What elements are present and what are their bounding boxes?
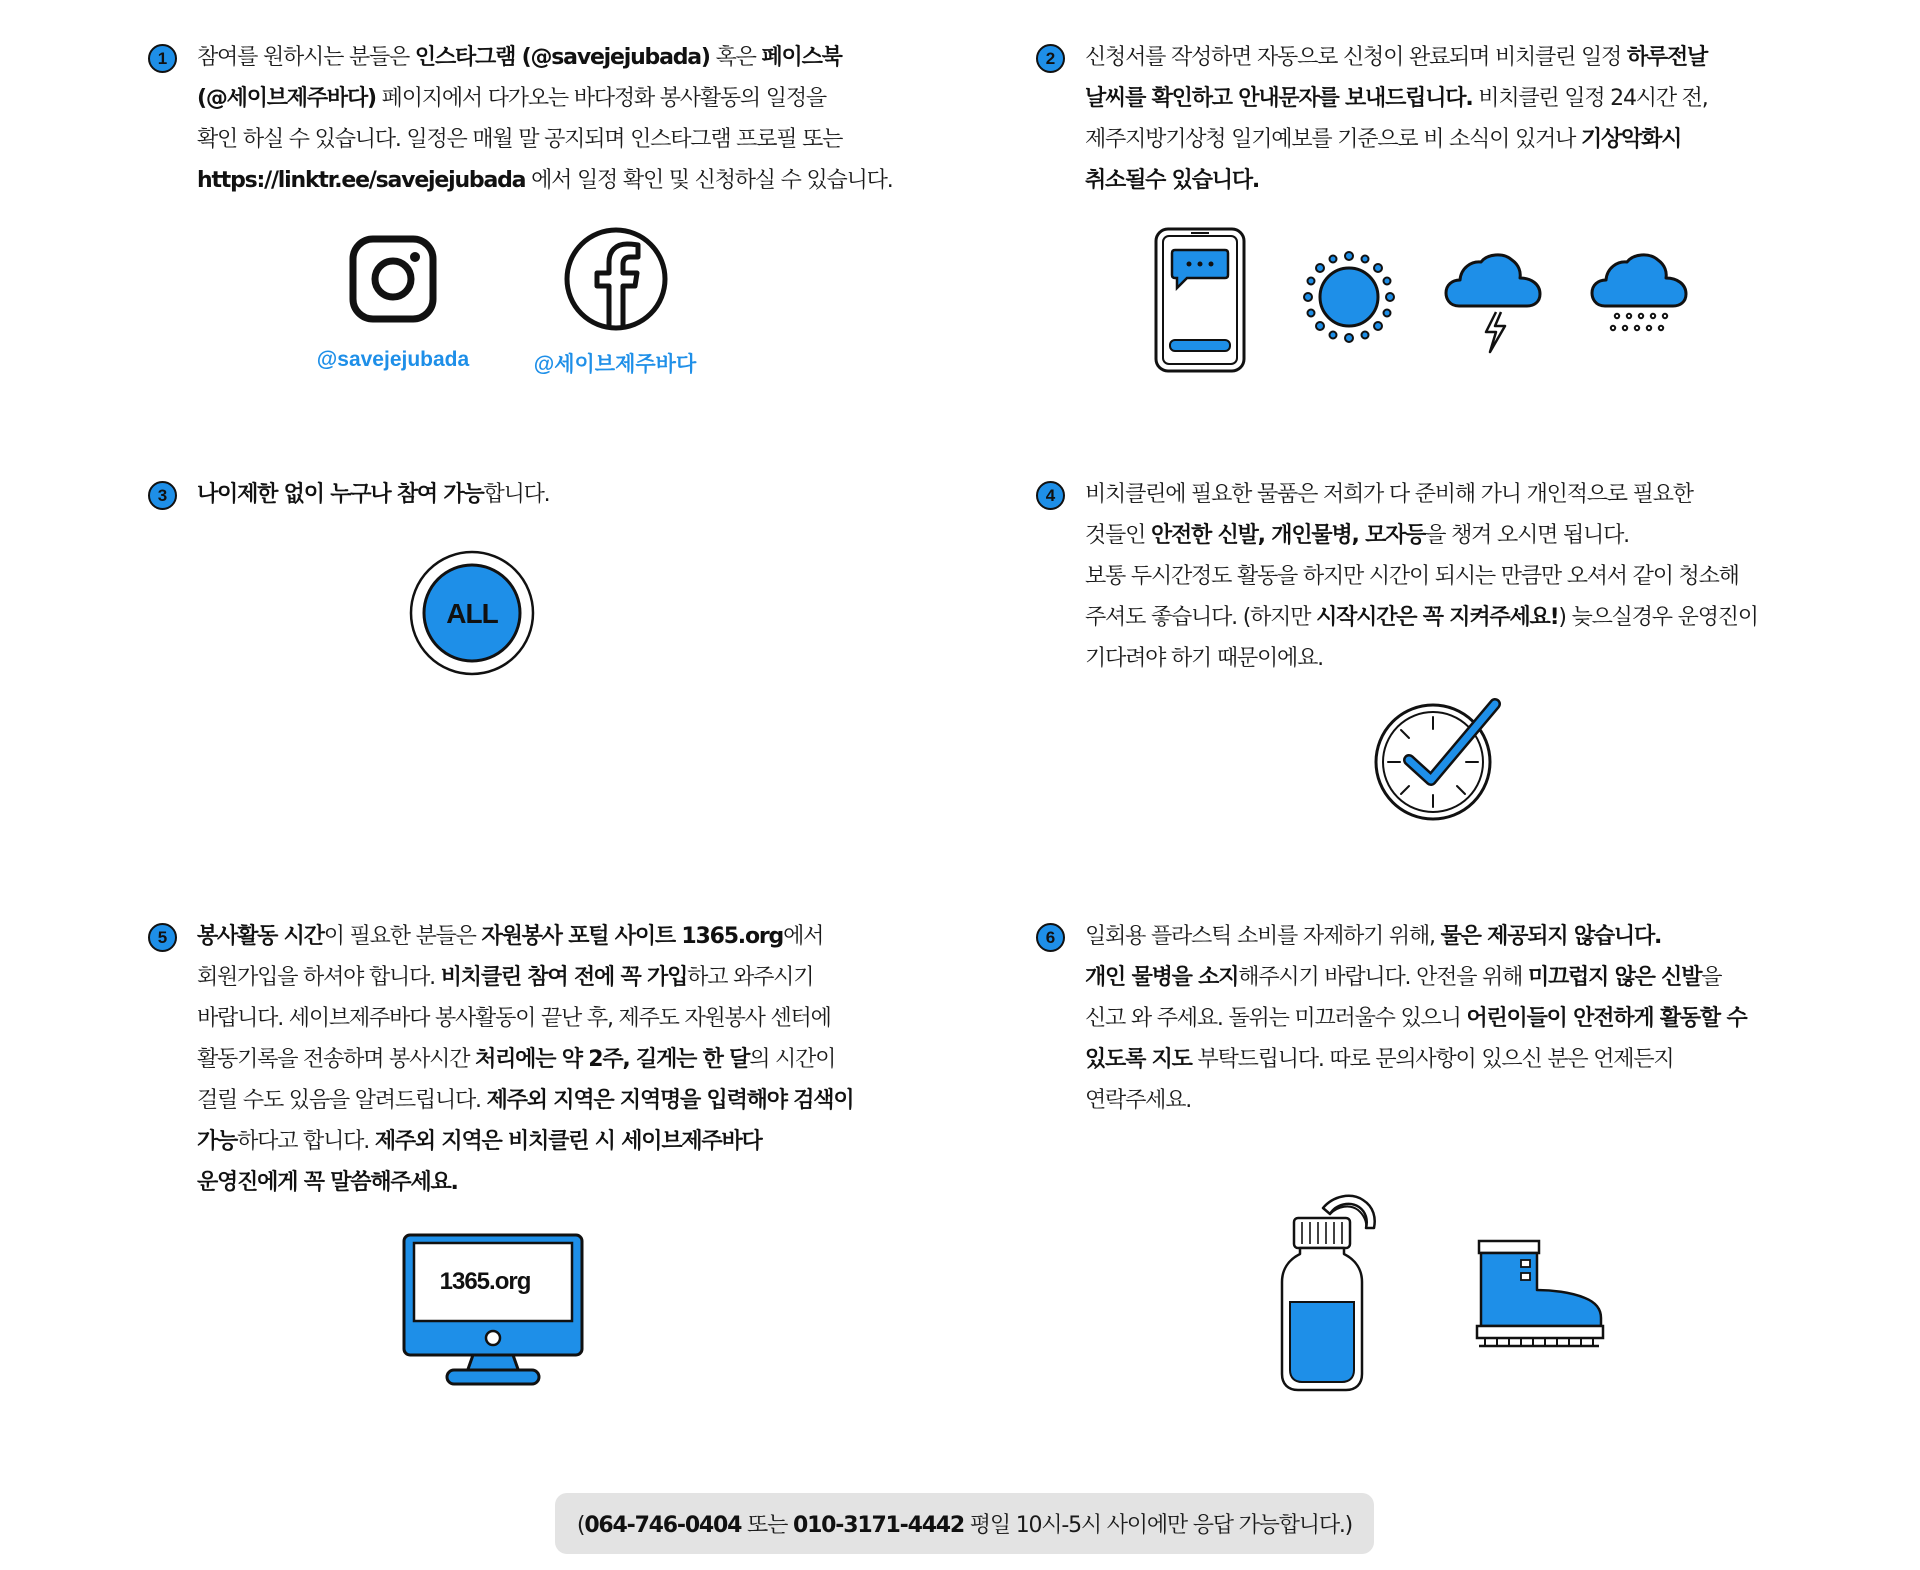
bold-text: 064-746-0404 (584, 1513, 742, 1538)
text-line (197, 37, 893, 78)
section-3-text (197, 474, 549, 515)
bold-text: 날씨를 확인하고 안내문자를 보내드립니다. (1085, 86, 1473, 111)
text-line (1085, 957, 1747, 998)
text-line (1085, 1080, 1747, 1121)
text-line (197, 1080, 853, 1121)
text-run: 페이지에서 다가오는 바다정화 봉사활동의 일정을 (375, 86, 826, 111)
text-run: 에서 일정 확인 및 신청하실 수 있습니다. (525, 168, 893, 193)
text-line (197, 916, 853, 957)
text-line (1085, 515, 1758, 556)
bold-text: 페이스북 (761, 45, 842, 70)
text-line (197, 1039, 853, 1080)
text-line (1085, 160, 1708, 201)
bold-text: https://linktr.ee/savejejubada (197, 168, 526, 193)
text-run: 것들인 (1085, 523, 1151, 548)
text-run: 하다고 합니다. (237, 1129, 375, 1154)
text-run: 하고 와주시기 (687, 965, 814, 990)
bold-text: 하루전날 (1626, 45, 1708, 70)
text-run: 비치클린에 필요한 물품은 저희가 다 준비해 가니 개인적으로 필요한 (1085, 482, 1693, 507)
thunderstorm-icon (1443, 250, 1543, 354)
section-2-text (1085, 37, 1708, 201)
step-number-badge: 1 (148, 44, 177, 73)
step-number-badge: 6 (1036, 923, 1065, 952)
text-run: ( (576, 1513, 585, 1538)
text-line (197, 957, 853, 998)
text-run: 을 (1701, 965, 1722, 990)
text-run: 신고 와 주세요. 돌위는 미끄러울수 있으니 (1085, 1006, 1467, 1031)
bold-text: 나이제한 없이 누구나 참여 가능 (197, 482, 484, 507)
instagram-icon[interactable] (348, 234, 438, 324)
facebook-handle[interactable]: @세이브제주바다 (533, 353, 697, 376)
step-number-badge: 2 (1036, 44, 1065, 73)
text-line (197, 1162, 853, 1203)
section-6-text (1085, 916, 1747, 1121)
bold-text: 있도록 지도 (1085, 1047, 1192, 1072)
sun-icon (1303, 251, 1395, 343)
text-run: 바랍니다. 세이브제주바다 봉사활동이 끝난 후, 제주도 자원봉사 센터에 (197, 1006, 831, 1031)
text-run: 평일 10시-5시 사이에만 응답 가능합니다.) (964, 1513, 1353, 1538)
text-run: 기다려야 하기 때문이에요. (1085, 646, 1323, 671)
text-run: 참여를 원하시는 분들은 (197, 45, 415, 70)
text-line (197, 998, 853, 1039)
text-run: 활동기록을 전송하며 봉사시간 (197, 1047, 476, 1072)
section-4-text (1085, 474, 1758, 679)
bold-text: 어린이들이 안전하게 활동할 수 (1466, 1006, 1747, 1031)
text-run: 에서 (783, 924, 824, 949)
facebook-icon[interactable] (563, 226, 669, 332)
monitor-url-label: 1365.org (439, 1268, 531, 1295)
text-run: 주셔도 좋습니다. (하지만 (1085, 605, 1317, 630)
bold-text: 운영진에게 꼭 말씀해주세요. (197, 1170, 458, 1195)
text-run: 회원가입을 하셔야 합니다. (197, 965, 441, 990)
bold-text: 물은 제공되지 않습니다. (1440, 924, 1662, 949)
bold-text: 제주외 지역은 지역명을 입력해야 검색이 (486, 1088, 854, 1113)
text-line (1085, 556, 1758, 597)
text-line (1085, 37, 1708, 78)
text-run: 비치클린 일정 24시간 전, (1472, 86, 1708, 111)
text-line (1085, 638, 1758, 679)
text-run: 해주시기 바랍니다. 안전을 위해 (1238, 965, 1528, 990)
text-run: 혹은 (709, 45, 762, 70)
instagram-handle[interactable]: @savejejubada (316, 348, 470, 371)
bold-text: 인스타그램 (@savejejubada) (414, 45, 710, 70)
bold-text: 취소될수 있습니다. (1085, 168, 1260, 193)
bold-text: 제주외 지역은 비치클린 시 세이브제주바다 (374, 1129, 762, 1154)
text-run: 의 시간이 (749, 1047, 836, 1072)
text-line (197, 160, 893, 201)
text-line (1085, 916, 1747, 957)
text-line (1085, 597, 1758, 638)
text-line (197, 119, 893, 160)
all-badge-label: ALL (446, 598, 498, 629)
bold-text: 미끄럽지 않은 신발 (1527, 965, 1702, 990)
text-line (197, 78, 893, 119)
text-run: 을 챙겨 오시면 됩니다. (1425, 523, 1629, 548)
text-run: 보통 두시간정도 활동을 하지만 시간이 되시는 만큼만 오셔서 같이 청소해 (1085, 564, 1739, 589)
text-run: 이 필요한 분들은 (323, 924, 482, 949)
phone-message-icon (1153, 226, 1247, 374)
bold-text: 자원봉사 포털 사이트 1365.org (481, 924, 784, 949)
bold-text: 처리에는 약 2주, 길게는 한 달 (475, 1047, 750, 1072)
clock-check-icon (1371, 696, 1501, 822)
bold-text: 시작시간은 꼭 지켜주세요! (1316, 605, 1559, 630)
bold-text: 가능 (197, 1129, 238, 1154)
boot-icon (1471, 1238, 1605, 1352)
monitor-icon (401, 1232, 585, 1388)
all-badge-icon (408, 549, 536, 677)
bold-text: 봉사활동 시간 (197, 924, 324, 949)
text-run: 연락주세요. (1085, 1088, 1192, 1113)
text-run: 신청서를 작성하면 자동으로 신청이 완료되며 비치클린 일정 (1085, 45, 1627, 70)
text-line (1085, 119, 1708, 160)
rain-cloud-icon (1589, 250, 1689, 342)
text-line (197, 474, 549, 515)
bold-text: 개인 물병을 소지 (1085, 965, 1239, 990)
step-number-badge: 5 (148, 923, 177, 952)
contact-footer (555, 1493, 1374, 1554)
text-run: 또는 (741, 1513, 793, 1538)
text-line (197, 1121, 853, 1162)
text-run: 제주지방기상청 일기예보를 기준으로 비 소식이 있거나 (1085, 127, 1581, 152)
step-number-badge: 3 (148, 481, 177, 510)
text-run: 일회용 플라스틱 소비를 자제하기 위해, (1085, 924, 1441, 949)
text-run: 확인 하실 수 있습니다. 일정은 매월 말 공지되며 인스타그램 프로필 또는 (197, 127, 843, 152)
text-run: 부탁드립니다. 따로 문의사항이 있으신 분은 언제든지 (1191, 1047, 1674, 1072)
step-number-badge: 4 (1036, 481, 1065, 510)
section-5-text (197, 916, 853, 1203)
text-line (1085, 474, 1758, 515)
text-line (1085, 1039, 1747, 1080)
water-bottle-icon (1278, 1194, 1388, 1394)
text-run: 걸릴 수도 있음을 알려드립니다. (197, 1088, 487, 1113)
section-1-text (197, 37, 893, 201)
text-run: ) 늦으실경우 운영진이 (1558, 605, 1758, 630)
bold-text: 기상악화시 (1580, 127, 1682, 152)
text-line (1085, 78, 1708, 119)
bold-text: 비치클린 참여 전에 꼭 가입 (440, 965, 688, 990)
bold-text: 안전한 신발, 개인물병, 모자등 (1150, 523, 1426, 548)
footer-text (577, 1508, 1352, 1539)
text-run: 합니다. (483, 482, 550, 507)
bold-text: (@세이브제주바다) (197, 86, 376, 111)
bold-text: 010-3171-4442 (792, 1513, 965, 1538)
text-line (1085, 998, 1747, 1039)
